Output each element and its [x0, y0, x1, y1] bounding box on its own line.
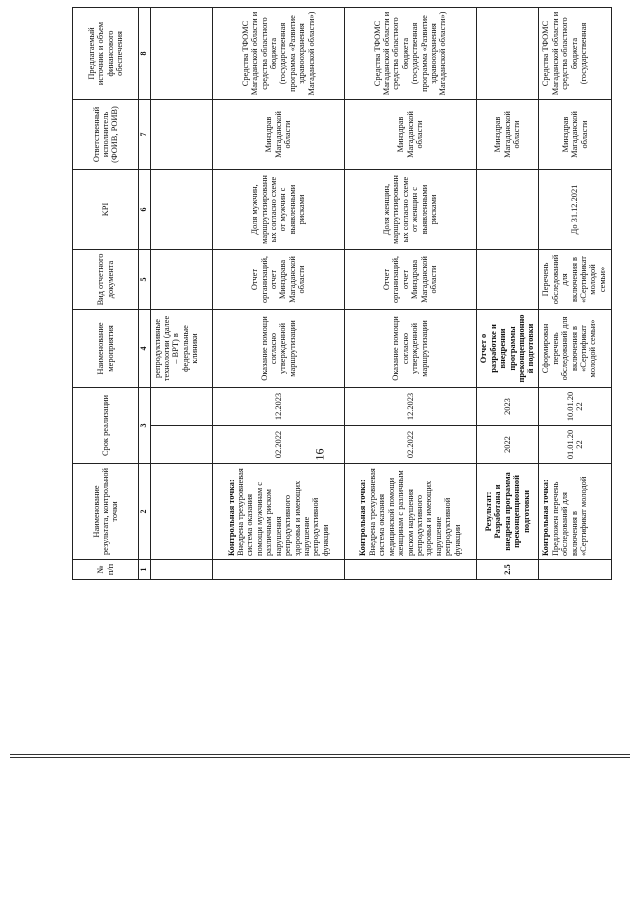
row-number: 2.5: [476, 560, 539, 580]
event-name: репродуктивные технологии (далее – ВРТ) в федеральные клиники: [150, 310, 212, 388]
end-date: 12.2023: [344, 388, 476, 426]
start-date: [150, 426, 212, 464]
column-number-row: [139, 8, 150, 580]
column-number: 4: [139, 310, 150, 388]
control-point-label: Контрольная точка:: [226, 479, 236, 556]
result-name-cell: [539, 464, 612, 560]
horizontal-rule: [10, 754, 630, 755]
table-row: [212, 8, 344, 580]
header-cell: Наименование мероприятия: [73, 310, 139, 388]
column-number: 6: [139, 170, 150, 250]
end-date: [150, 388, 212, 426]
table-header-row: [73, 8, 139, 580]
executor: Минздрав Магаданской области: [212, 100, 344, 170]
start-date: 01.01.2022: [539, 426, 612, 464]
result-name-cell: [212, 464, 344, 560]
column-number: 3: [139, 388, 150, 464]
column-number: 7: [139, 100, 150, 170]
control-point-text: Внедрена трехуровневая система оказания медицинской помощи женщинам с различным риском нарушения репродуктивного здоровья и имеющих нарушение репродуктивной функции: [367, 468, 462, 556]
header-cell: Ответственный исполнитель (ФОИВ, РОИВ): [73, 100, 139, 170]
funding-source: Средства ТФОМС Магаданской области и средства областного бюджета (государственная: [539, 8, 612, 100]
result-name-cell: [150, 464, 212, 560]
header-cell: Вид отчетного документа: [73, 250, 139, 310]
control-point-text: Предложен перечень обследований для включения в «Сертификат молодой: [550, 476, 589, 556]
start-date: 02.2022: [344, 426, 476, 464]
table-row: [539, 8, 612, 580]
column-number: 5: [139, 250, 150, 310]
event-name: Сформирован перечень обследований для включения в «Сертификат молодой семьи»: [539, 310, 612, 388]
event-name: Оказание помощи согласно утвержденной маршрутизации: [212, 310, 344, 388]
report-document: [150, 250, 212, 310]
control-point-label: Контрольная точка:: [541, 479, 551, 556]
start-date: 2022: [476, 426, 539, 464]
end-date: 2023: [476, 388, 539, 426]
header-cell: Срок реализации: [73, 388, 139, 464]
report-document: [476, 250, 539, 310]
report-document: Отчет организаций, отчет Минздрава Магаданской области: [212, 250, 344, 310]
executor: Минздрав Магаданской области: [476, 100, 539, 170]
row-number: [212, 560, 344, 580]
executor: Минздрав Магаданской области: [539, 100, 612, 170]
column-number: 2: [139, 464, 150, 560]
result-name-cell: [344, 464, 476, 560]
end-date: 12.2023: [212, 388, 344, 426]
column-number: 1: [139, 560, 150, 580]
result-text: Разработана и внедрена программа преконцепционной подготовки: [493, 472, 531, 551]
kpi: [150, 170, 212, 250]
control-point-text: Внедрена трехуровневая система оказания помощи мужчинам с различным риском нарушения репродуктивного здоровья и имеющих нарушение репродуктивной функции: [236, 468, 330, 556]
executor: [150, 100, 212, 170]
table-row: [476, 8, 539, 580]
column-number: 8: [139, 8, 150, 100]
executor: Минздрав Магаданской области: [344, 100, 476, 170]
event-name: Оказание помощи согласно утвержденной маршрутизации: [344, 310, 476, 388]
kpi: До 31.12.2021: [539, 170, 612, 250]
end-date: 10.01.2022: [539, 388, 612, 426]
funding-source: [476, 8, 539, 100]
event-name: Отчет о разработке и внедрении программы преконцепционной подготовки: [476, 310, 539, 388]
result-name-cell: [476, 464, 539, 560]
kpi: Доля мужчин, маршрутизированных согласно схеме от мужчин с выявленными рисками: [212, 170, 344, 250]
row-number: [344, 560, 476, 580]
row-number: [539, 560, 612, 580]
control-point-label: Контрольная точка:: [358, 479, 368, 556]
measures-table: [72, 7, 612, 580]
result-label: Результат:: [483, 491, 493, 532]
table-row: [344, 8, 476, 580]
header-cell: Наименование результата, контрольной точки: [73, 464, 139, 560]
header-cell: KPI: [73, 170, 139, 250]
header-cell: № п/п: [73, 560, 139, 580]
funding-source: [150, 8, 212, 100]
header-cell: Предлагаемый источник и объем финансового обеспечения: [73, 8, 139, 100]
page-number-text: 16: [312, 448, 327, 460]
table-row: [150, 8, 212, 580]
report-document: Отчет организаций, отчет Минздрава Магаданской области: [344, 250, 476, 310]
row-number: [150, 560, 212, 580]
report-document: Перечень обследований для включения в «Сертификат молодой семьи»: [539, 250, 612, 310]
kpi: [476, 170, 539, 250]
rotated-table-container: [72, 8, 612, 580]
funding-source: Средства ТФОМС Магаданской области и средства областного бюджета (государственная программа «Развитие здравоохранения Магаданской области»): [344, 8, 476, 100]
start-date: 02.2022: [212, 426, 344, 464]
kpi: Доля женщин, маршрутизированных согласно схеме от женщин с выявленными рисками: [344, 170, 476, 250]
funding-source: Средства ТФОМС Магаданской области и средства областного бюджета (государственная программа «Развитие здравоохранения Магаданской области»): [212, 8, 344, 100]
horizontal-rule: [10, 757, 630, 758]
